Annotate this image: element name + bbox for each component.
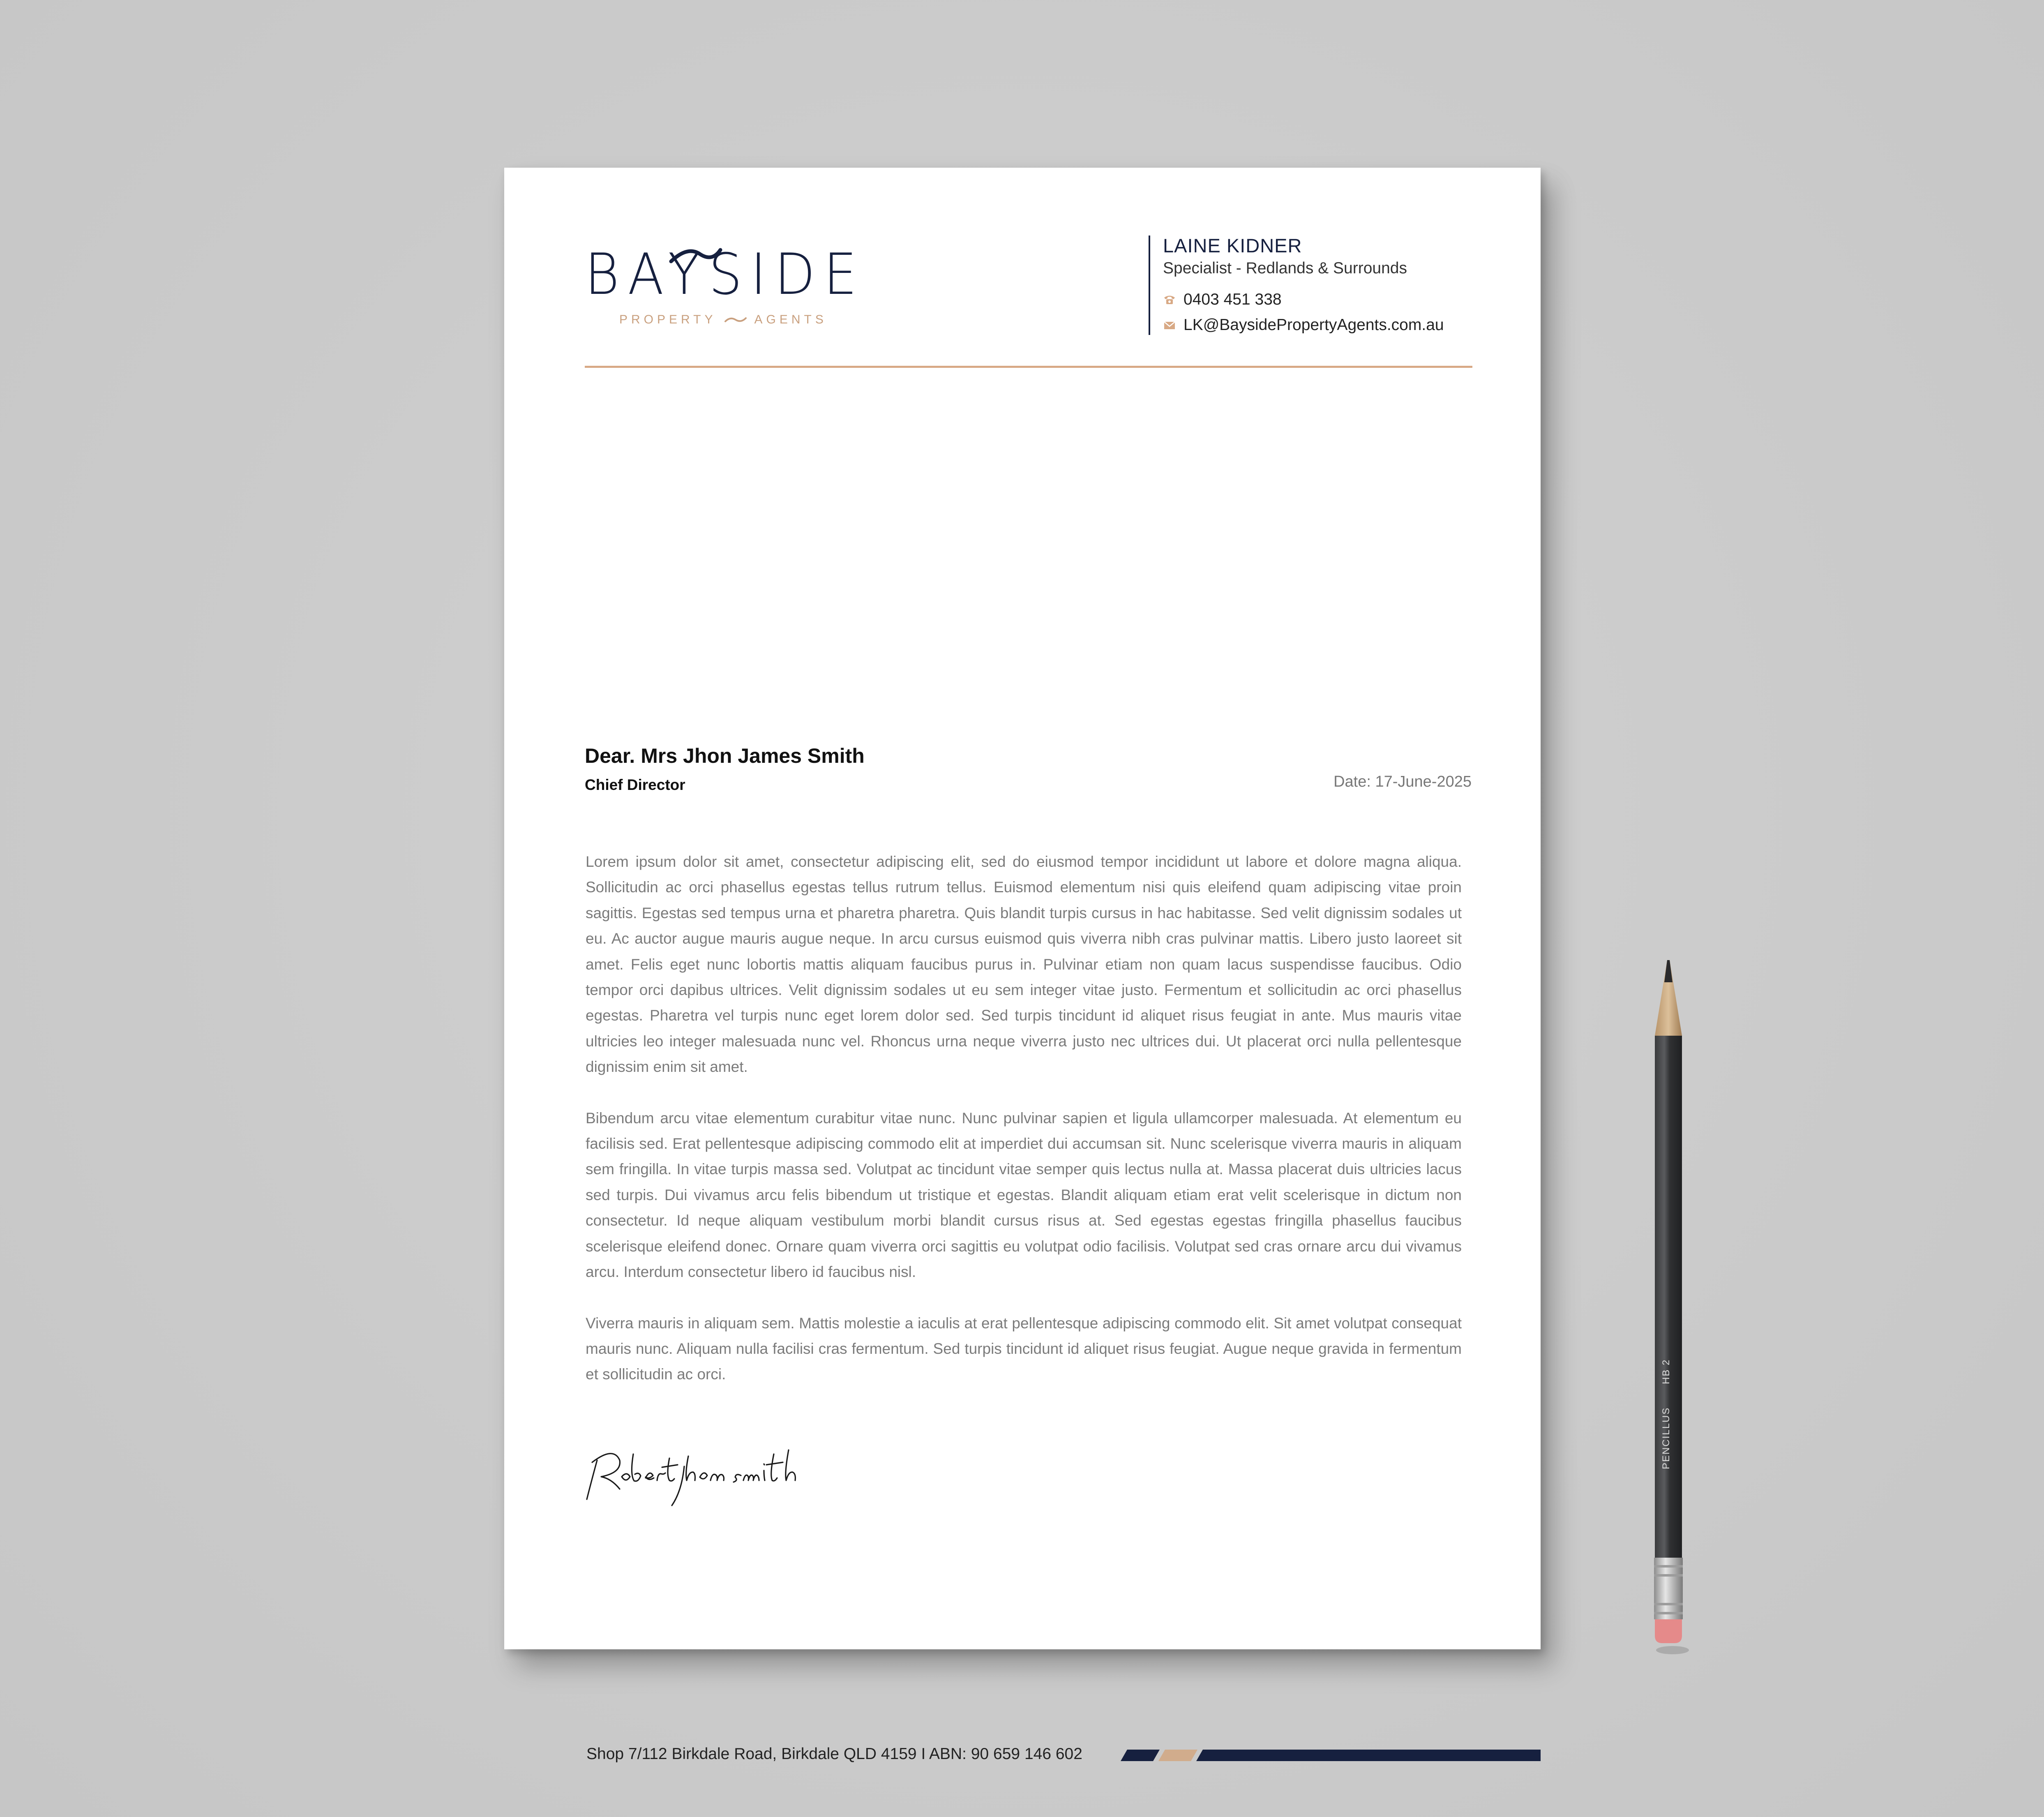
contact-divider [1149,235,1150,335]
bayside-logo [585,241,872,326]
logo-subline [619,312,874,328]
logo-sub-left: PROPERTY [619,313,717,326]
pencil-imprint [1661,1359,1672,1469]
envelope-icon [1163,319,1176,332]
letterhead-page [504,168,1541,1763]
contact-phone [1163,287,1516,312]
contact-role: Specialist - Redlands & Surrounds [1163,259,1407,277]
pencil-grade: HB 2 [1661,1359,1672,1384]
body-paragraph: Viverra mauris in aliquam sem. Mattis molestie a iaculis at erat pellentesque adipiscing commodo elit. Sit amet volutpat consequat mauris nunc. Aliquam nulla facilisi cras fermentum. Sed turpis tincidunt id aliquet risus feugiat. Augue neque gravida in fermentum et sollicitudin ac orci. [586,1314,1462,1383]
recipient-title: Chief Director [585,776,685,793]
logo-wordmark: BAYSIDE [585,241,865,307]
letter-body [586,849,1462,1413]
body-paragraph: Lorem ipsum dolor sit amet, consectetur adipiscing elit, sed do eiusmod tempor incididunt ut labore et dolore magna aliqua. Sollicitudin ac orci phasellus egestas tellus rutrum tellus. Euismod elementum nisi quis eleifend quam adipiscing vitae proin sagittis. Egestas sed tempus urna et pharetra pharetra. Quis blandit turpis cursus in hac habitasse. Sed velit dignissim sodales ut eu. Ac auctor augue mauris augue neque. In arcu cursus euismod quis viverra nibh cras pulvinar mattis. Libero justo laoreet sit amet. Felis eget nunc lobortis mattis aliquam faucibus purus in. Pulvinar etiam non quam lacus suspendisse faucibus. Odio tempor orci dapibus ultrices. Velit dignissim sodales ut eu sem integer vitae justo. Fermentum et sollicitudin ac orci phasellus egestas. Pharetra vel turpis nunc eget lorem dolor sed. Sed turpis tincidunt id aliquet risus feugiat in ante. Mus mauris vitae ultricies leo integer malesuada nunc vel. Rhoncus urna neque viverra justo nec ultrices dui. Ut placerat orci nulla pellentesque dignissim enim sit amet. [586,853,1462,1076]
pencil [1644,958,1693,1656]
pencil-brand: PENCILLUS [1661,1407,1672,1469]
contact-phone-number: 0403 451 338 [1183,291,1282,308]
footer-address: Shop 7/112 Birkdale Road, Birkdale QLD 4159 I ABN: 90 659 146 602 [586,1745,1082,1763]
contact-email-address: LK@BaysidePropertyAgents.com.au [1183,316,1444,334]
letter-date: Date: 17-June-2025 [1333,773,1472,790]
logo-sub-right: AGENTS [754,313,827,326]
footer-stripe-accent [1121,1750,1541,1761]
handwritten-signature [581,1438,819,1508]
tilde-icon [724,315,747,325]
phone-icon [1163,293,1176,306]
body-paragraph: Bibendum arcu vitae elementum curabitur vitae nunc. Nunc pulvinar sapien et ligula ullamcorper malesuada. At elementum eu facilisis sed. Erat pellentesque adipiscing commodo elit at imperdiet dui accumsan sit. Nunc scelerisque viverra mauris in aliquam sem fringilla. In vitae turpis massa sed. Volutpat ac tincidunt vitae semper quis lectus nulla at. Massa placerat duis ultricies lacus sed turpis. Dui vivamus arcu felis bibendum ut tristique et egestas. Blandit aliquam etiam erat velit scelerisque in dictum non consectetur. Id neque aliquam vestibulum morbi blandit cursus risus at. Sed egestas egestas fringilla phasellus faucibus scelerisque eleifend donec. Ornare quam viverra orci sagittis eu volutpat odio facilisis. Volutpat sed cras ornare arcu dui vivamus arcu. Interdum consectetur libero id faucibus nisl. [586,1109,1462,1281]
contact-name: LAINE KIDNER [1163,235,1302,256]
salutation: Dear. Mrs Jhon James Smith [585,744,865,767]
logo-wave-accent [667,242,724,266]
contact-email [1163,312,1516,338]
header-divider [585,366,1472,368]
contact-block [1163,233,1516,338]
